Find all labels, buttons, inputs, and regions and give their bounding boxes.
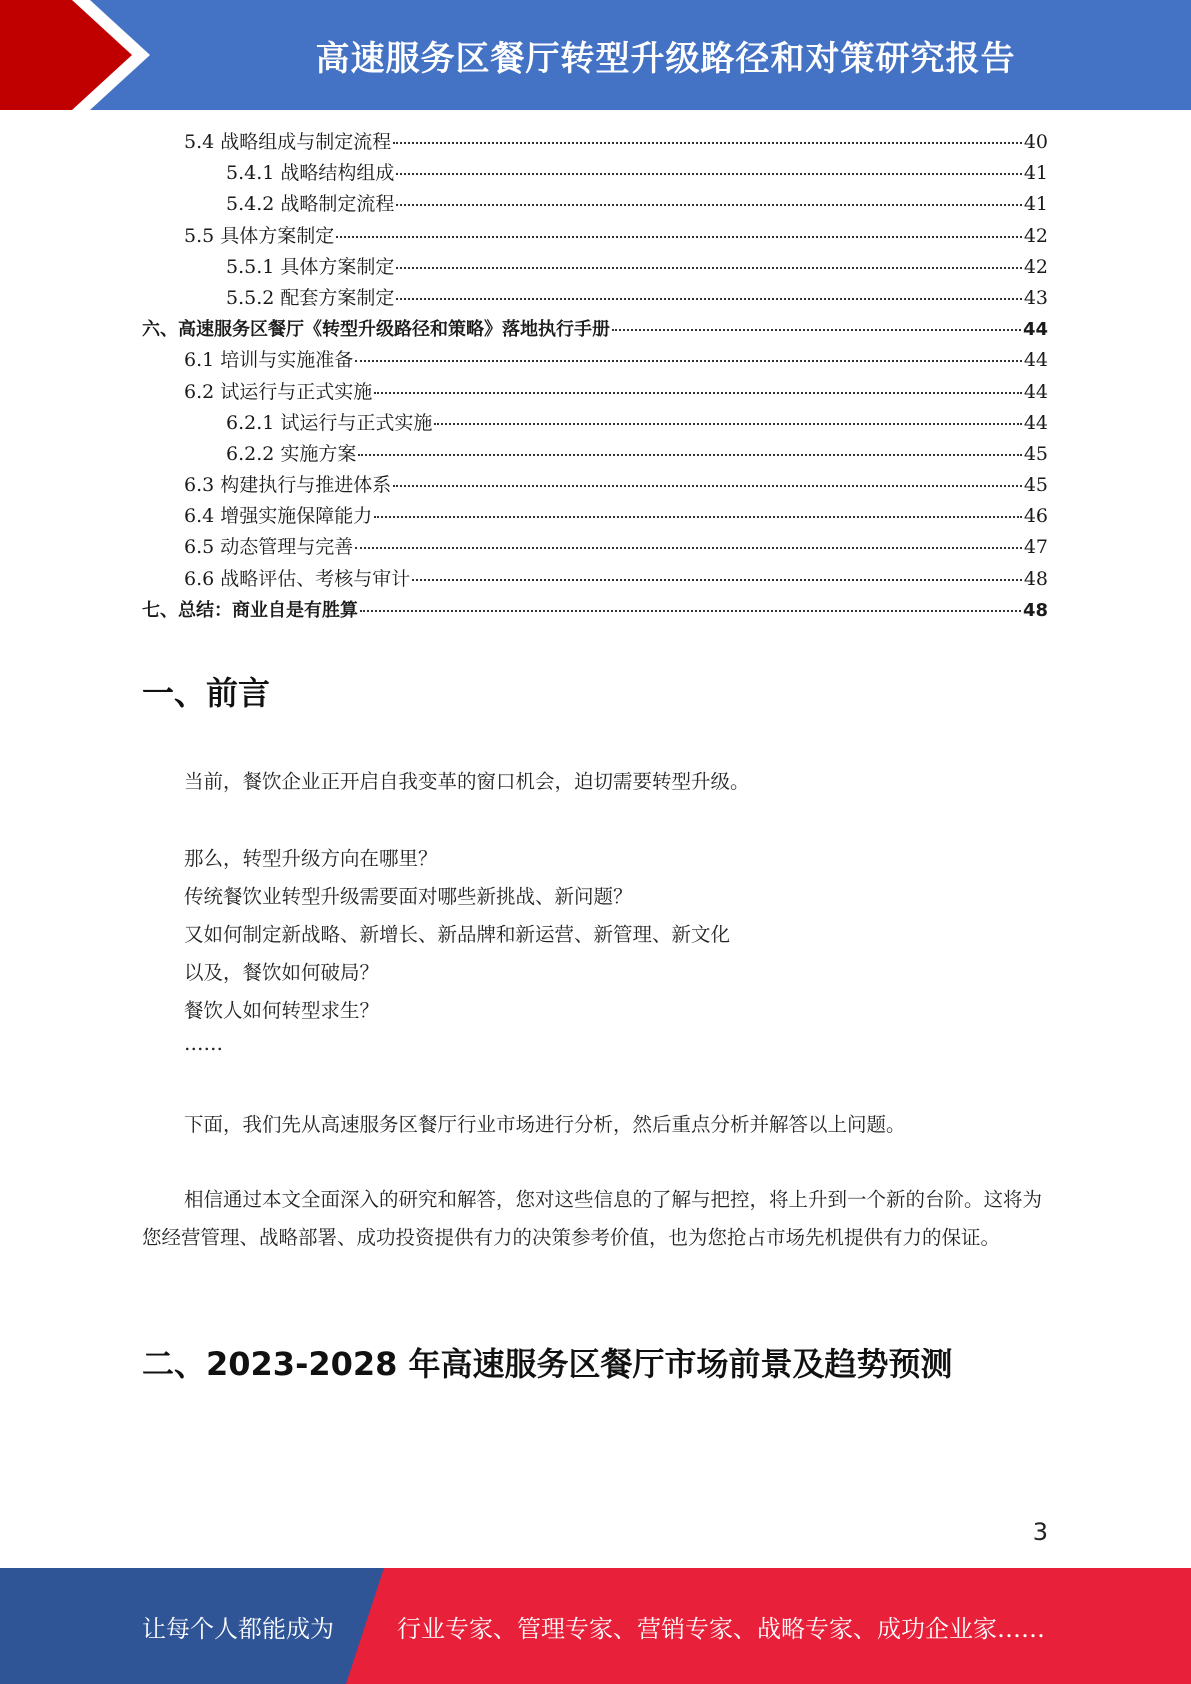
- toc-entry[interactable]: [142, 595, 1048, 626]
- toc-dot-leader: [396, 297, 1021, 300]
- toc-dot-leader: [412, 578, 1022, 581]
- toc-entry[interactable]: [142, 345, 1048, 376]
- toc-entry-page: 43: [1023, 286, 1048, 309]
- footer-slogan-left: 让每个人都能成为: [142, 1614, 334, 1643]
- toc-entry[interactable]: [142, 439, 1048, 470]
- toc-entry-title: 6.3 构建执行与推进体系: [184, 474, 392, 497]
- footer-slogan-right: 行业专家、管理专家、营销专家、战略专家、成功企业家……: [397, 1614, 1045, 1643]
- question-item: 那么，转型升级方向在哪里？: [184, 847, 438, 870]
- page-number: 3: [1032, 1518, 1048, 1546]
- preface-paragraph-1: 当前，餐饮企业正开启自我变革的窗口机会，迫切需要转型升级。: [184, 770, 750, 793]
- toc-entry-page: 47: [1023, 536, 1048, 559]
- toc-entry-title: 5.4 战略组成与制定流程: [184, 131, 392, 153]
- toc-dot-leader: [355, 359, 1022, 362]
- preface-paragraph-3: 相信通过本文全面深入的研究和解答，您对这些信息的了解与把控，将上升到一个新的台阶。这将为您经营管理、战略部署、成功投资提供有力的决策参考价值，也为您抢占市场先机提供有力的保证。: [142, 1188, 1043, 1249]
- header-title: 高速服务区餐厅转型升级路径和对策研究报告: [315, 38, 1016, 79]
- question-item: 又如何制定新战略、新增长、新品牌和新运营、新管理、新文化: [184, 923, 731, 946]
- toc-entry-title: 5.4.1 战略结构组成: [226, 162, 395, 185]
- toc-entry-page: 44: [1023, 349, 1048, 372]
- toc-entry-page: 42: [1023, 224, 1048, 247]
- toc-entry-title: 5.4.2 战略制定流程: [226, 193, 395, 216]
- toc-entry-page: 40: [1023, 131, 1048, 153]
- toc-entry[interactable]: [142, 158, 1048, 189]
- section-heading-preface: 一、前言: [142, 674, 271, 712]
- toc-entry-title: 6.4 增强实施保障能力: [184, 505, 373, 528]
- toc-dot-leader: [355, 546, 1022, 549]
- toc-entry[interactable]: [142, 189, 1048, 220]
- toc-entry-page: 46: [1023, 505, 1048, 528]
- toc-dot-leader: [396, 172, 1021, 175]
- toc-entry-title: 6.5 动态管理与完善: [184, 536, 354, 559]
- toc-dot-leader: [358, 453, 1021, 456]
- toc-dot-leader: [393, 484, 1022, 487]
- question-item: 以及，餐饮如何破局？: [184, 961, 380, 984]
- toc-entry-page: 45: [1023, 474, 1048, 497]
- toc-entry[interactable]: [142, 470, 1048, 501]
- toc-dot-leader: [612, 328, 1021, 331]
- toc-entry[interactable]: [142, 408, 1048, 439]
- page-footer-banner: [0, 1568, 1191, 1684]
- toc-entry-title: 5.5 具体方案制定: [184, 224, 335, 247]
- toc-entry-page: 48: [1023, 567, 1048, 590]
- toc-entry-page: 48: [1022, 599, 1048, 621]
- toc-entry-page: 44: [1023, 380, 1048, 403]
- page-header-banner: [0, 0, 1191, 110]
- toc-entry[interactable]: [142, 127, 1048, 158]
- toc-entry[interactable]: [142, 564, 1048, 595]
- toc-entry-title: 5.5.2 配套方案制定: [226, 286, 395, 309]
- toc-dot-leader: [396, 266, 1021, 269]
- toc-entry-title: 七、总结：商业自是有胜算: [142, 599, 358, 621]
- question-item: 餐饮人如何转型求生？: [184, 999, 380, 1022]
- toc-dot-leader: [336, 235, 1022, 238]
- toc-entry-page: 41: [1023, 193, 1048, 216]
- toc-entry-page: 44: [1022, 319, 1048, 341]
- toc-entry-title: 5.5.1 具体方案制定: [226, 255, 395, 278]
- toc-entry[interactable]: [142, 314, 1048, 345]
- toc-dot-leader: [374, 515, 1022, 518]
- table-of-contents: [142, 127, 1048, 626]
- toc-dot-leader: [434, 422, 1021, 425]
- toc-entry-title: 6.6 战略评估、考核与审计: [184, 567, 411, 590]
- toc-dot-leader: [374, 391, 1022, 394]
- toc-entry-title: 6.2 试运行与正式实施: [184, 380, 373, 403]
- section-heading-market-outlook: 二、2023-2028 年高速服务区餐厅市场前景及趋势预测: [142, 1345, 953, 1383]
- question-item: 传统餐饮业转型升级需要面对哪些新挑战、新问题？: [184, 885, 633, 908]
- toc-entry[interactable]: [142, 252, 1048, 283]
- toc-entry-title: 6.1 培训与实施准备: [184, 349, 354, 372]
- toc-entry-title: 六、高速服务区餐厅《转型升级路径和策略》落地执行手册: [142, 319, 610, 341]
- toc-entry[interactable]: [142, 532, 1048, 563]
- toc-entry-page: 41: [1023, 162, 1048, 185]
- toc-entry-title: 6.2.2 实施方案: [226, 442, 357, 465]
- toc-entry-page: 44: [1023, 411, 1048, 434]
- toc-entry-title: 6.2.1 试运行与正式实施: [226, 411, 433, 434]
- toc-entry[interactable]: [142, 221, 1048, 252]
- toc-entry[interactable]: [142, 501, 1048, 532]
- toc-entry[interactable]: [142, 283, 1048, 314]
- toc-entry-page: 42: [1023, 255, 1048, 278]
- toc-dot-leader: [396, 203, 1021, 206]
- toc-entry[interactable]: [142, 377, 1048, 408]
- preface-paragraph-2: 下面，我们先从高速服务区餐厅行业市场进行分析，然后重点分析并解答以上问题。: [184, 1113, 906, 1136]
- toc-dot-leader: [360, 609, 1021, 612]
- preface-question-list: [142, 840, 1048, 1058]
- question-item: ……: [184, 1032, 223, 1055]
- toc-dot-leader: [393, 141, 1022, 144]
- toc-entry-page: 45: [1023, 442, 1048, 465]
